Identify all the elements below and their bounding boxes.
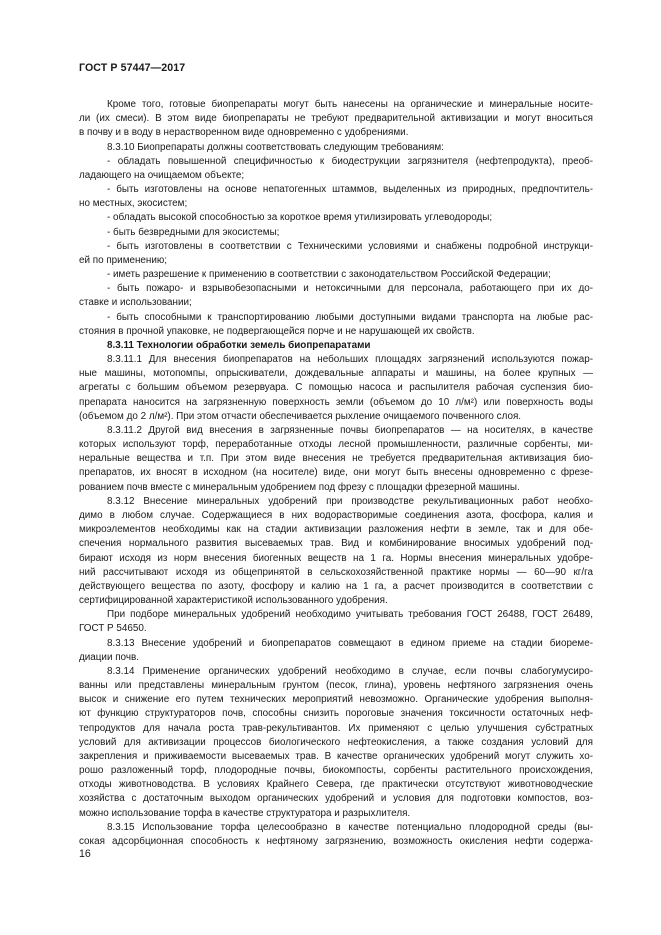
text-line: - быть изготовлены в соответствии с Техническими условиями и снабжены подробной инструкци-: [107, 240, 593, 252]
text-line: - обладать повышенной специфичностью к биодеструкции загрязнителя (нефтепродукта), преоб-: [107, 155, 593, 167]
text-line: димо в любом случае. Содержащиеся в них водорастворимые соединения азота, фосфора, калия и: [79, 509, 593, 521]
text-line: условий для активизации процессов биологического нефтеокисления, а также создания условий для: [79, 736, 593, 748]
text-line: высок и снижение его путем технических мероприятий невозможно. Органические удобрения выполня-: [79, 694, 593, 706]
text-line: ванны или представлены минеральным грунтом (песок, глина), уровень нефтяного загрязнения очень: [79, 680, 593, 692]
page-number: 16: [79, 848, 91, 860]
text-line: - иметь разрешение к применению в соответствии с законодательством Российской Федерации;: [107, 269, 551, 281]
text-line: При подборе минеральных удобрений необходимо учитывать требования ГОСТ 26488, ГОСТ 26489,: [107, 609, 593, 621]
text-line: ГОСТ Р 54650.: [79, 623, 147, 635]
section-heading: 8.3.11 Технологии обработки земель биопрепаратами: [107, 339, 371, 351]
text-line: рованием почв вместе с минеральным удобрением под фрезу с площадки фрезерной машины.: [79, 481, 520, 493]
text-line: 8.3.15 Использование торфа целесообразно в качестве потенциально плодородной среды (вы-: [107, 821, 593, 833]
text-line: хозяйства с достаточным выходом органических удобрений и условия для подготовки компостов, воз-: [79, 793, 593, 805]
text-line: микроэлементов необходимы как на стадии активизации разложения нефти в земле, так и для обе-: [79, 524, 593, 536]
text-line: которых используют торф, переработанные отходы лесной промышленности, различные сорбенты, ми-: [79, 439, 593, 451]
text-line: 8.3.11.1 Для внесения биопрепаратов на небольших площадях загрязнений используются пожар-: [107, 354, 593, 366]
text-line: - быть пожаро- и взрывобезопасными и нетоксичными для персонала, работающего при их до-: [107, 283, 593, 295]
text-line: неральные вещества и т.п. При этом виде внесения не требуется предварительная активизация био-: [79, 453, 593, 465]
text-line: (объемом до 2 л/м²). При этом отчасти обеспечивается рыхление очищаемого почвенного слоя.: [79, 410, 522, 422]
text-line: рошо разложенный торф, плодородные почвы, биокомпосты, сорбенты растительного происхождения,: [79, 765, 593, 777]
document-body: [79, 98, 593, 849]
text-line: агрегаты с большим объемом резервуара. С помощью насоса и распылителя рабочая суспензия био-: [79, 382, 593, 394]
text-line: стояния в прочной упаковке, не подвергающейся порче и не нарушающей их свойств.: [79, 325, 475, 337]
document-header: ГОСТ Р 57447—2017: [79, 62, 186, 74]
text-line: препаратов, их вносят в исходном (на носителе) виде, они могут быть внесены одновременно с фрезе-: [79, 467, 593, 479]
text-line: ний рассчитывают исходя из общепринятой в сельскохозяйственной практике нормы — 60—90 кг/га: [79, 566, 593, 578]
text-line: спечения нормального развития высеваемых трав. Вид и комбинирование вносимых удобрений под-: [79, 538, 593, 550]
text-line: ставке и использовании;: [79, 297, 192, 309]
text-line: 8.3.11.2 Другой вид внесения в загрязненные почвы биопрепаратов — на носителях, в качестве: [107, 424, 593, 436]
text-line: диации почв.: [79, 651, 139, 663]
text-line: ей по применению;: [79, 254, 168, 266]
text-line: сертифицированной характеристикой использованного удобрения.: [79, 595, 388, 607]
text-line: ные машины, мотопомпы, опрыскиватели, дождевальные аппараты и машины, на более крупных —: [79, 368, 593, 380]
text-line: ют функцию структураторов почв, способны снизить пороговые значения токсичности остаточных неф-: [79, 708, 593, 720]
text-line: но местных, экосистем;: [79, 198, 188, 210]
text-line: 8.3.10 Биопрепараты должны соответствовать следующим требованиям:: [107, 141, 444, 153]
text-line: Кроме того, готовые биопрепараты могут быть нанесены на органические и минеральные носите-: [107, 99, 593, 110]
text-line: закрепления и приживаемости высеваемых трав. В качестве органических удобрений могут служить хо-: [79, 750, 593, 762]
text-line: - быть способными к транспортированию любыми доступными видами транспорта на любые рас-: [107, 311, 593, 323]
text-line: 8.3.13 Внесение удобрений и биопрепаратов совмещают в едином приеме на стадии биореме-: [107, 637, 593, 649]
text-line: в почву и в воду в нерастворенном виде одновременно с удобрениями.: [79, 127, 409, 139]
text-line: 8.3.12 Внесение минеральных удобрений при производстве рекультивационных работ необхо-: [107, 495, 593, 507]
text-line: ладающего на очищаемом объекте;: [79, 169, 245, 181]
text-line: можно использование торфа в качестве структуратора и разрыхлителя.: [79, 807, 411, 819]
text-line: 8.3.14 Применение органических удобрений необходимо в случае, если почвы слабогумусиро-: [107, 665, 593, 677]
text-line: ли (их смеси). В этом виде биопрепараты не требуют предварительной активизации и могут вноситься: [79, 113, 593, 125]
text-line: препарата наносится на загрязненную поверхность земли (объемом до 10 л/м²) или поверхность воды: [79, 396, 593, 408]
text-line: сокая адсорбционная способность к нефтяному загрязнению, возможность окисления нефти содержа-: [79, 835, 593, 847]
text-line: отходы животноводства. В условиях Крайнего Севера, где практически отсутствуют животноводческие: [79, 779, 593, 791]
text-line: тепродуктов для начала роста трав-рекультивантов. Их применяют с целью улучшения субстратных: [79, 722, 593, 734]
text-line: - обладать высокой способностью за короткое время утилизировать углеводороды;: [107, 212, 493, 224]
text-line: бирают исходя из норм внесения биогенных веществ на 1 га. Нормы внесения минеральных удобре-: [79, 552, 593, 564]
text-line: - быть изготовлены на основе непатогенных штаммов, выделенных из природных, предпочтитель-: [107, 184, 593, 196]
text-line: - быть безвредными для экосистемы;: [107, 226, 280, 238]
text-line: действующего вещества по азоту, фосфору и калию на 1 га, а расчет производится в соответствии с: [79, 580, 593, 592]
